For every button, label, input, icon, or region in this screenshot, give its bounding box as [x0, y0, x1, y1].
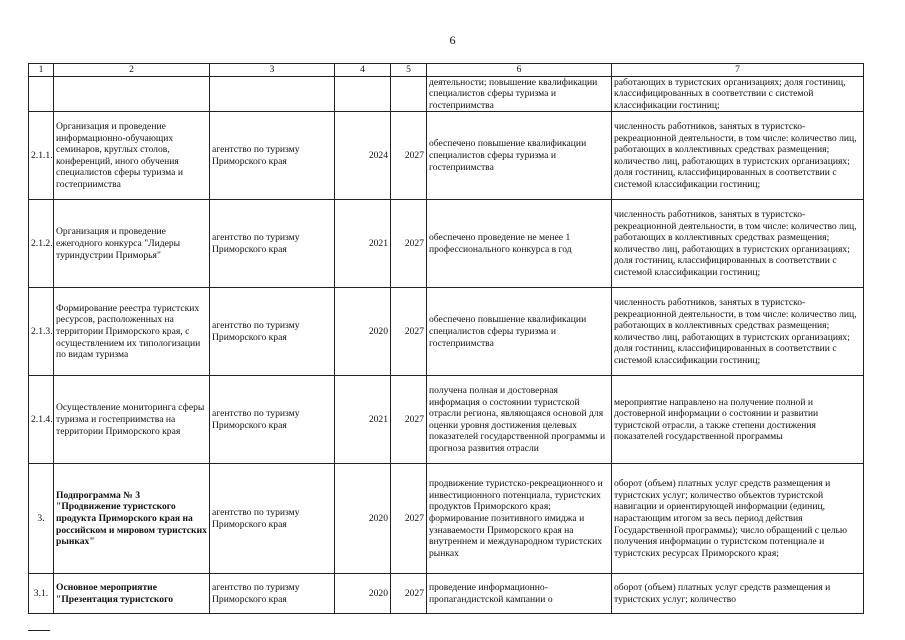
row-agency: агентство по туризму Приморского края	[210, 288, 335, 376]
row-indicator: численность работников, занятых в туристско-рекреационной деятельности, в том числе: количество лиц, работающих в коллективных средствах размещения; количество лиц, работающих в туристских организациях; доля гостиниц, классифицированных в соответствии с системой классификации гостиниц;	[612, 200, 864, 288]
row-end-year	[391, 76, 427, 112]
row-indicator: численность работников, занятых в туристско-рекреационной деятельности, в том числе: количество лиц, работающих в коллективных средствах размещения; количество лиц, работающих в туристских организациях; доля гостиниц, классифицированных в соответствии с системой классификации гостиниц;	[612, 112, 864, 200]
row-number: 2.1.2.	[29, 200, 54, 288]
row-number: 2.1.3.	[29, 288, 54, 376]
row-title: Основное мероприятие "Презентация туристского	[54, 574, 210, 614]
row-agency: агентство по туризму Приморского края	[210, 574, 335, 614]
table-row	[29, 200, 864, 288]
row-indicator: оборот (объем) платных услуг средств размещения и туристских услуг; количество	[612, 574, 864, 614]
row-agency: агентство по туризму Приморского края	[210, 464, 335, 574]
table-row	[29, 76, 864, 112]
row-title: Подпрограмма № 3 "Продвижение туристского продукта Приморского края на российском и мировом туристских рынках"	[54, 464, 210, 574]
row-number: 2.1.1.	[29, 112, 54, 200]
row-start-year: 2020	[335, 574, 391, 614]
row-title	[54, 76, 210, 112]
row-end-year: 2027	[391, 200, 427, 288]
table-row-main-activity	[29, 574, 864, 614]
row-start-year: 2024	[335, 112, 391, 200]
row-agency	[210, 76, 335, 112]
row-indicator: мероприятие направлено на получение полной и достоверной информации о состоянии и развитии туристской отрасли, а также степени достижения показателей государственной программы	[612, 376, 864, 464]
row-end-year: 2027	[391, 376, 427, 464]
column-number-row	[29, 64, 864, 77]
row-start-year: 2021	[335, 200, 391, 288]
row-result: обеспечено повышение квалификации специалистов сферы туризма и гостеприимства	[427, 112, 612, 200]
row-title: Осуществление мониторинга сферы туризма и гостеприимства на территории Приморского края	[54, 376, 210, 464]
row-result: обеспечено проведение не менее 1 профессионального конкурса в год	[427, 200, 612, 288]
row-agency: агентство по туризму Приморского края	[210, 200, 335, 288]
column-number: 7	[612, 64, 864, 77]
row-end-year: 2027	[391, 112, 427, 200]
row-title: Организация и проведение информационно-обучающих семинаров, круглых столов, конференций, иного обучения специалистов сферы туризма и гостеприимства	[54, 112, 210, 200]
table-row-subprogram	[29, 464, 864, 574]
row-number: 3.1.	[29, 574, 54, 614]
row-number: 2.1.4.	[29, 376, 54, 464]
row-result: проведение информационно-пропагандистской кампании о	[427, 574, 612, 614]
row-end-year: 2027	[391, 574, 427, 614]
row-start-year	[335, 76, 391, 112]
column-number: 3	[210, 64, 335, 77]
column-number: 6	[427, 64, 612, 77]
column-number: 5	[391, 64, 427, 77]
row-number	[29, 76, 54, 112]
row-agency: агентство по туризму Приморского края	[210, 112, 335, 200]
row-result: обеспечено повышение квалификации специалистов сферы туризма и гостеприимства	[427, 288, 612, 376]
row-title: Организация и проведение ежегодного конкурса "Лидеры туриндустрии Приморья"	[54, 200, 210, 288]
row-title: Формирование реестра туристских ресурсов, расположенных на территории Приморского края, с осуществлением их типологизации по видам туризма	[54, 288, 210, 376]
row-indicator: работающих в туристских организациях; доля гостиниц, классифицированных в соответствии с системой классификации гостиниц;	[612, 76, 864, 112]
column-number: 4	[335, 64, 391, 77]
table-row	[29, 376, 864, 464]
row-result: деятельности; повышение квалификации специалистов сферы туризма и гостеприимства	[427, 76, 612, 112]
row-start-year: 2020	[335, 288, 391, 376]
column-number: 2	[54, 64, 210, 77]
row-end-year: 2027	[391, 464, 427, 574]
row-number: 3.	[29, 464, 54, 574]
row-start-year: 2020	[335, 464, 391, 574]
table-row	[29, 112, 864, 200]
row-end-year: 2027	[391, 288, 427, 376]
row-result: продвижение туристско-рекреационного и инвестиционного потенциала, туристских продуктов Приморского края; формирование позитивного имиджа и узнаваемости Приморского края на внутреннем и международном туристских рынках	[427, 464, 612, 574]
page-number: 6	[449, 33, 456, 47]
row-result: получена полная и достоверная информация о состоянии туристской отрасли региона, являющаяся основой для оценки уровня достижения целевых показателей государственной программы и прогноза развития отрасли	[427, 376, 612, 464]
program-table	[28, 63, 864, 614]
table-row	[29, 288, 864, 376]
column-number: 1	[29, 64, 54, 77]
row-agency: агентство по туризму Приморского края	[210, 376, 335, 464]
row-indicator: оборот (объем) платных услуг средств размещения и туристских услуг; количество объектов туристской навигации и ориентирующей информации (единиц, нарастающим итогом за весь период действия Государственной программы); число обращений с целью получения информации о туристском потенциале и туристских ресурсах Приморского края;	[612, 464, 864, 574]
row-start-year: 2021	[335, 376, 391, 464]
row-indicator: численность работников, занятых в туристско-рекреационной деятельности, в том числе: количество лиц, работающих в коллективных средствах размещения; количество лиц, работающих в туристских организациях; доля гостиниц, классифицированных в соответствии с системой классификации гостиниц;	[612, 288, 864, 376]
footer-rule	[28, 630, 50, 631]
